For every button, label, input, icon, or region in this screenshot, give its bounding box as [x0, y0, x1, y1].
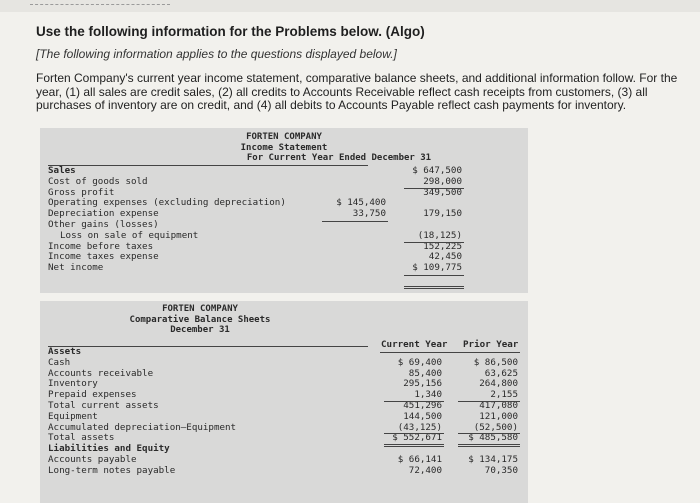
- bs-row-label: Prepaid expenses: [48, 389, 137, 401]
- bs-row-label: Accounts receivable: [48, 367, 154, 379]
- prior-year-column: [456, 347, 518, 477]
- net-income-double-rule: [404, 286, 464, 289]
- income-right-value: (18,125): [417, 229, 462, 241]
- income-mid-column: [320, 166, 386, 220]
- statement-name: Income Statement: [240, 142, 328, 153]
- bs-row-label: Inventory: [48, 378, 98, 390]
- income-row-label: Income before taxes: [48, 240, 154, 252]
- income-row-label: Operating expenses (excluding depreciation): [48, 197, 286, 209]
- income-row-label: Loss on sale of equipment: [60, 229, 199, 241]
- bs-prior-value: 121,000: [479, 410, 518, 422]
- bs-section-liabilities: Liabilities and Equity: [48, 443, 170, 455]
- bs-current-value: $ 66,141: [397, 453, 442, 465]
- bs-title-lines: [40, 304, 360, 336]
- income-labels: [48, 166, 286, 274]
- income-right-value: 42,450: [428, 251, 462, 263]
- top-dashed-line: [30, 4, 170, 5]
- bs-row-label: Long-term notes payable: [48, 464, 176, 476]
- bs-prior-value: $ 86,500: [473, 356, 518, 368]
- bs-total-double-rule-prior: [458, 444, 520, 447]
- company-name: FORTEN COMPANY: [246, 132, 322, 142]
- bs-current-value: 144,500: [403, 410, 442, 422]
- bs-labels: [48, 347, 236, 477]
- depreciation-rule: [322, 221, 388, 222]
- bs-current-value: 72,400: [408, 464, 442, 476]
- income-row-label: Sales: [48, 165, 76, 176]
- bs-company-name: FORTEN COMPANY: [162, 304, 238, 314]
- income-right-value: 179,150: [423, 208, 462, 220]
- bs-prepaid-rule-prior: [458, 401, 520, 402]
- bs-current-value: 85,400: [408, 367, 442, 379]
- income-row-label: Depreciation expense: [48, 208, 159, 220]
- income-right-value: 349,500: [423, 186, 462, 198]
- bs-prepaid-rule-current: [384, 401, 444, 402]
- bs-statement-name: Comparative Balance Sheets: [129, 314, 271, 325]
- bs-accum-rule-current: [384, 433, 444, 434]
- bs-row-label: Cash: [48, 356, 71, 368]
- income-right-value: $ 109,775: [412, 262, 462, 274]
- bs-current-value: $ 69,400: [397, 356, 442, 368]
- bs-current-value: (43,125): [397, 421, 442, 433]
- bs-current-value: $ 552,671: [392, 432, 442, 444]
- bs-prior-value: 264,800: [479, 378, 518, 390]
- income-right-value: 152,225: [423, 240, 462, 252]
- taxes-rule: [404, 275, 464, 276]
- bs-row-label: Accounts payable: [48, 453, 137, 465]
- header-rule: [48, 165, 368, 166]
- cogs-rule: [404, 188, 464, 189]
- income-statement-title: [40, 132, 528, 164]
- bs-row-label: Accumulated depreciation—Equipment: [48, 421, 237, 433]
- current-year-column: [384, 347, 442, 477]
- bs-row-label: Total current assets: [48, 399, 159, 411]
- bs-prior-value: 2,155: [490, 389, 518, 401]
- balance-sheet-panel: [40, 301, 528, 503]
- income-row-label: Other gains (losses): [48, 218, 159, 230]
- bs-header-rule: [48, 346, 368, 347]
- bs-row-label: Equipment: [48, 410, 98, 422]
- bs-prior-value: 417,080: [479, 399, 518, 411]
- bs-prior-value: 70,350: [484, 464, 518, 476]
- current-year-header: Current Year: [381, 339, 448, 350]
- income-row-label: Net income: [48, 262, 104, 274]
- bs-total-double-rule-current: [384, 444, 444, 447]
- statement-period: For Current Year Ended December 31: [246, 153, 432, 163]
- income-right-column: [404, 166, 462, 274]
- bs-section-assets: Assets: [48, 346, 82, 357]
- income-row-label: Income taxes expense: [48, 251, 159, 263]
- bs-date: December 31: [170, 325, 230, 335]
- bs-current-value: 295,156: [403, 378, 442, 390]
- expenses-rule: [404, 242, 464, 243]
- bs-prior-value: (52,500): [473, 421, 518, 433]
- bs-column-header-rule: [380, 352, 520, 353]
- income-right-value: 298,000: [423, 175, 462, 187]
- top-strip: [0, 0, 700, 12]
- income-mid-value: $ 145,400: [336, 197, 386, 209]
- prior-year-header: Prior Year: [463, 339, 519, 350]
- bs-row-label: Total assets: [48, 432, 115, 444]
- income-right-value: $ 647,500: [412, 165, 462, 176]
- bs-prior-value: $ 134,175: [468, 453, 518, 465]
- income-row-label: Cost of goods sold: [48, 175, 148, 187]
- income-mid-value: [320, 177, 386, 188]
- income-mid-value: 33,750: [352, 208, 386, 220]
- bs-current-value: 451,296: [403, 399, 442, 411]
- bs-accum-rule-prior: [458, 433, 520, 434]
- bs-prior-value: 63,625: [484, 367, 518, 379]
- subnote: [The following information applies to the questions displayed below.]: [36, 47, 397, 61]
- income-mid-value: [320, 166, 386, 177]
- income-statement-panel: [40, 128, 528, 293]
- income-row-label: Gross profit: [48, 186, 115, 198]
- bs-prior-value: $ 485,580: [468, 432, 518, 444]
- page-heading: Use the following information for the Problems below. (Algo): [36, 24, 425, 39]
- bs-current-value: 1,340: [414, 389, 442, 401]
- problem-description: Forten Company's current year income statement, comparative balance sheets, and additional information follow. For the year, (1) all sales are credit sales, (2) all credits to Accounts Receivable reflect cash receipts from customers, (3) all purchases of inventory are on credit, and (4) all debits to Accounts Payable reflect cash payments for inventory.: [36, 71, 678, 112]
